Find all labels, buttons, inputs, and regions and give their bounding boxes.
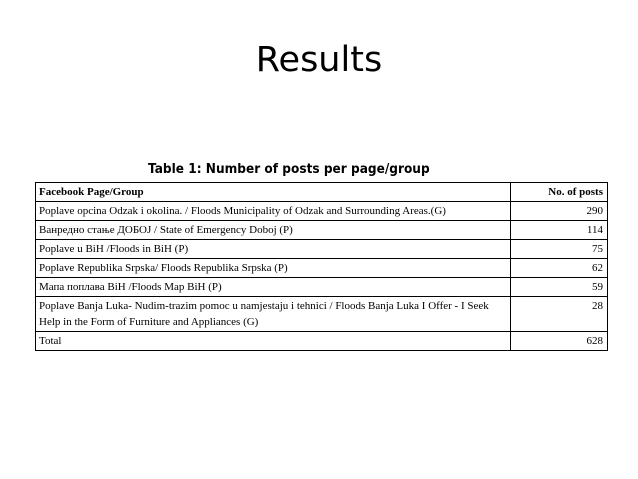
page-name-cell: Ванредно стање ДОБОЈ / State of Emergency Doboj (P) xyxy=(36,221,511,240)
post-count-cell: 75 xyxy=(511,240,608,259)
table-row xyxy=(36,278,608,297)
table-row xyxy=(36,259,608,278)
header-page-group: Facebook Page/Group xyxy=(36,183,511,202)
post-count-cell: 290 xyxy=(511,202,608,221)
table-caption: Table 1: Number of posts per page/group xyxy=(148,161,430,177)
total-count-cell: 628 xyxy=(511,332,608,351)
page-name-cell: Poplave opcina Odzak i okolina. / Floods Municipality of Odzak and Surrounding Areas.(G) xyxy=(36,202,511,221)
total-label-cell: Total xyxy=(36,332,511,351)
page-name-cell: Poplave u BiH /Floods in BiH (P) xyxy=(36,240,511,259)
page-name-cell: Poplave Banja Luka- Nudim-trazim pomoc u namjestaju i tehnici / Floods Banja Luka I Offer - I Seek Help in the Form of Furniture and Appliances (G) xyxy=(36,297,511,332)
slide-title: Results xyxy=(255,40,383,80)
table-header-row xyxy=(36,183,608,202)
header-post-count: No. of posts xyxy=(511,183,608,202)
post-count-cell: 28 xyxy=(511,297,608,332)
post-count-cell: 59 xyxy=(511,278,608,297)
page-name-cell: Poplave Republika Srpska/ Floods Republika Srpska (P) xyxy=(36,259,511,278)
table-row xyxy=(36,221,608,240)
table-row xyxy=(36,202,608,221)
post-count-cell: 62 xyxy=(511,259,608,278)
table-row xyxy=(36,240,608,259)
page-name-cell: Мапа поплава BiH /Floods Map BiH (P) xyxy=(36,278,511,297)
post-count-cell: 114 xyxy=(511,221,608,240)
table-row xyxy=(36,297,608,332)
posts-table xyxy=(35,182,608,351)
table-total-row xyxy=(36,332,608,351)
